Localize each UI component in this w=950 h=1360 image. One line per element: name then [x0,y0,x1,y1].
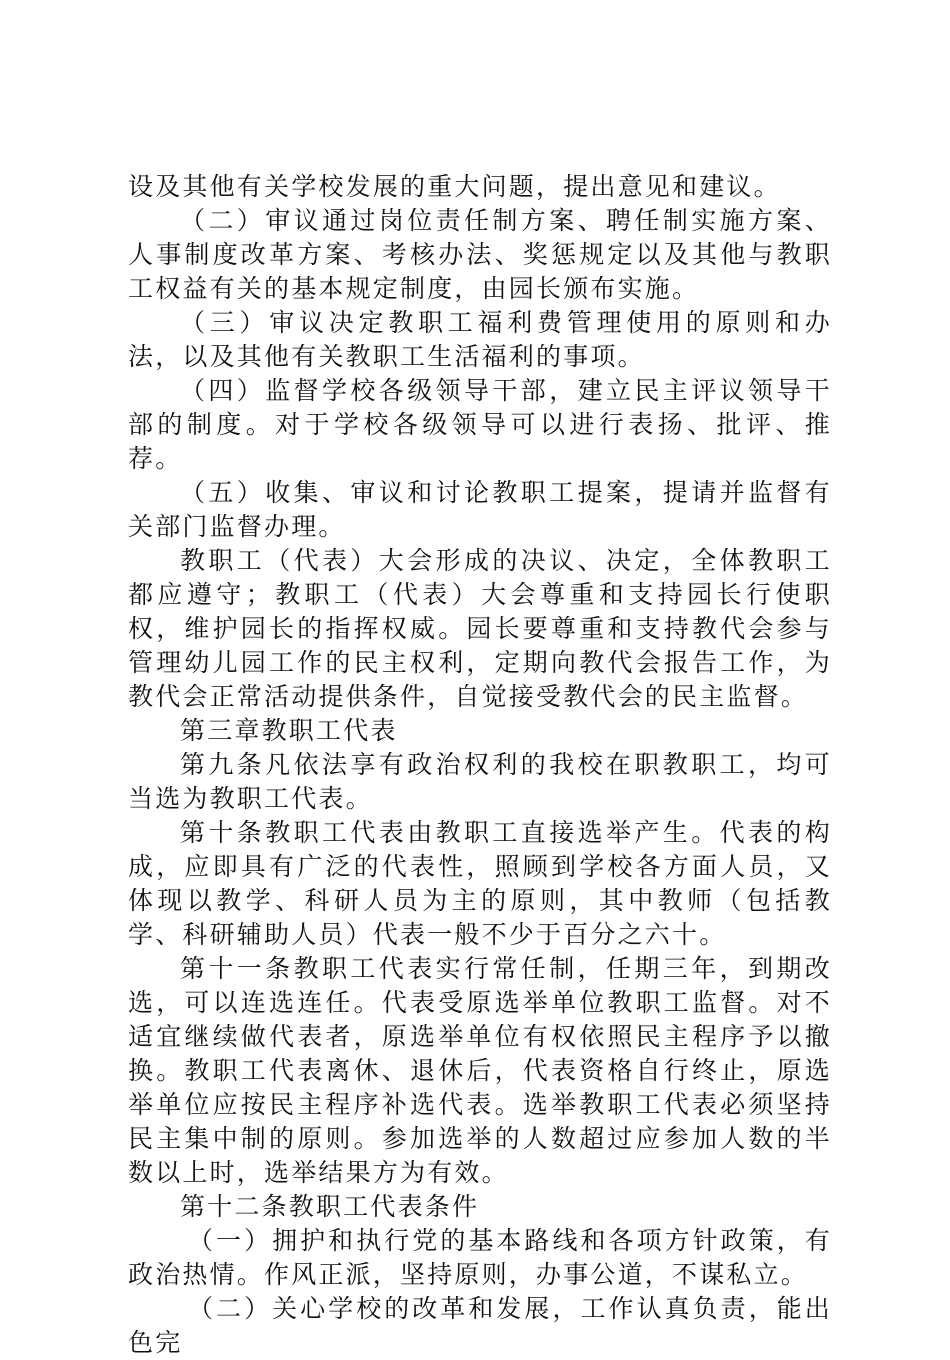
article-9: 第九条凡依法享有政治权利的我校在职教职工，均可当选为教职工代表。 [128,750,832,813]
article-11: 第十一条教职工代表实行常任制，任期三年，到期改选，可以连选连任。代表受原选举单位教职工监督。对不适宜继续做代表者，原选举单位有权依照民主程序予以撤换。教职工代表离休、退休后，代表资格自行终止，原选举单位应按民主程序补选代表。选举教职工代表必须坚持民主集中制的原则。参加选举的人数超过应参加人数的半数以上时，选举结果方为有效。 [128,954,832,1187]
paragraph-item-4: （四）监督学校各级领导干部，建立民主评议领导干部的制度。对于学校各级领导可以进行表扬、批评、推荐。 [128,376,832,473]
document-body [128,170,832,1360]
chapter-3-heading: 第三章教职工代表 [180,716,398,745]
paragraph-congress-resolutions: 教职工（代表）大会形成的决议、决定，全体教职工都应遵守；教职工（代表）大会尊重和支持园长行使职权，维护园长的指挥权威。园长要尊重和支持教代会参与管理幼儿园工作的民主权利，定期向教代会报告工作，为教代会正常活动提供条件，自觉接受教代会的民主监督。 [128,546,832,711]
article-10: 第十条教职工代表由教职工直接选举产生。代表的构成，应即具有广泛的代表性，照顾到学校各方面人员，又体现以教学、科研人员为主的原则，其中教师（包括教学、科研辅助人员）代表一般不少于百分之六十。 [128,818,832,949]
article-12-item-2: （二）关心学校的改革和发展，工作认真负责，能出色完 [128,1294,832,1357]
paragraph-continuation: 设及其他有关学校发展的重大问题，提出意见和建议。 [128,172,781,201]
article-12-item-1: （一）拥护和执行党的基本路线和各项方针政策，有政治热情。作风正派，坚持原则，办事公道，不谋私立。 [128,1226,832,1289]
paragraph-item-3: （三）审议决定教职工福利费管理使用的原则和办法，以及其他有关教职工生活福利的事项。 [128,308,832,371]
article-12-heading: 第十二条教职工代表条件 [180,1192,480,1221]
paragraph-item-2: （二）审议通过岗位责任制方案、聘任制实施方案、人事制度改革方案、考核办法、奖惩规定以及其他与教职工权益有关的基本规定制度，由园长颁布实施。 [128,206,832,303]
paragraph-item-5: （五）收集、审议和讨论教职工提案，提请并监督有关部门监督办理。 [128,478,832,541]
